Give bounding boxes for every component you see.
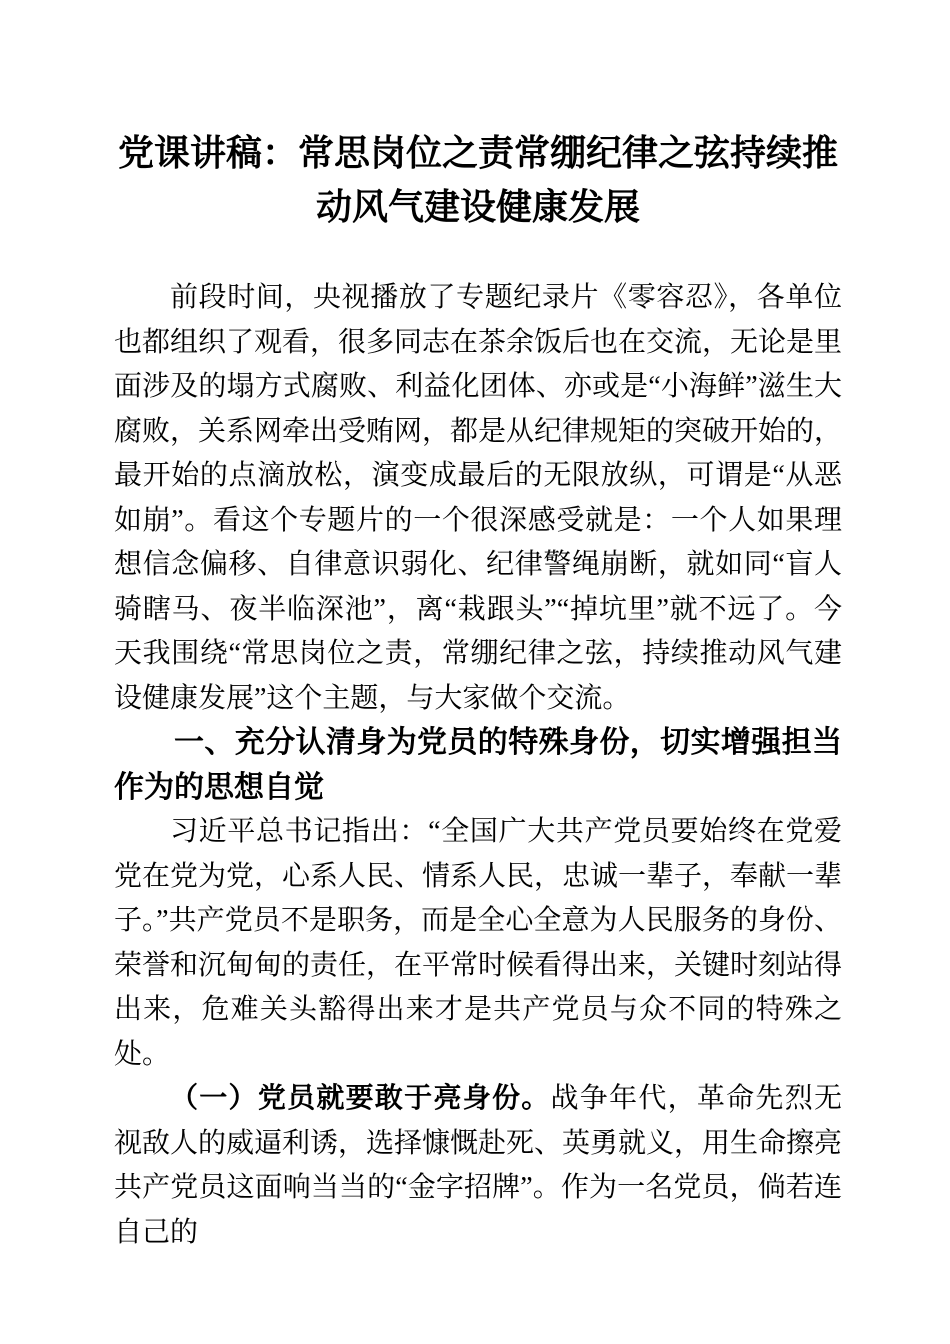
- section-heading-1: 一、充分认清身为党员的特殊身份，切实增强担当作为的思想自觉: [114, 726, 842, 804]
- paragraph-point-1-body: 战争年代，革命先烈无视敌人的威逼利诱，选择慷慨赴死、英勇就义，用生命擦亮共产党员这面响当当的“金字招牌”。作为一名党员，倘若连自己的: [114, 1083, 843, 1248]
- document-title: 党课讲稿：常思岗位之责常绷纪律之弦持续推动风气建设健康发展: [117, 133, 838, 227]
- paragraph-intro: 前段时间，央视播放了专题纪录片《零容忍》，各单位也都组织了观看，很多同志在茶余饭后也在交流，无论是里面涉及的塌方式腐败、利益化团体、亦或是“小海鲜”滋生大腐败，关系网牵出受贿网，都是从纪律规矩的突破开始的，最开始的点滴放松，演变成最后的无限放纵，可谓是“从恶如崩”。看这个专题片的一个很深感受就是：一个人如果理想信念偏移、自律意识弱化、纪律警绳崩断，就如同“盲人骑瞎马、夜半临深池”，离“栽跟头”“掉坑里”就不远了。今天我围绕“常思岗位之责，常绷纪律之弦，持续推动风气建设健康发展”这个主题，与大家做个交流。: [114, 282, 843, 714]
- paragraph-point-1-lead: （一）党员就要敢于亮身份。: [170, 1083, 551, 1114]
- paragraph-point-1: [114, 1077, 842, 1255]
- paragraph-quote: 习近平总书记指出：“全国广大共产党员要始终在党爱党在党为党，心系人民、情系人民，忠诚一辈子，奉献一辈子。”共产党员不是职务，而是全心全意为人民服务的身份、荣誉和沉甸甸的责任，在平常时候看得出来，关键时刻站得出来，危难关头豁得出来才是共产党员与众不同的特殊之处。: [114, 816, 843, 1070]
